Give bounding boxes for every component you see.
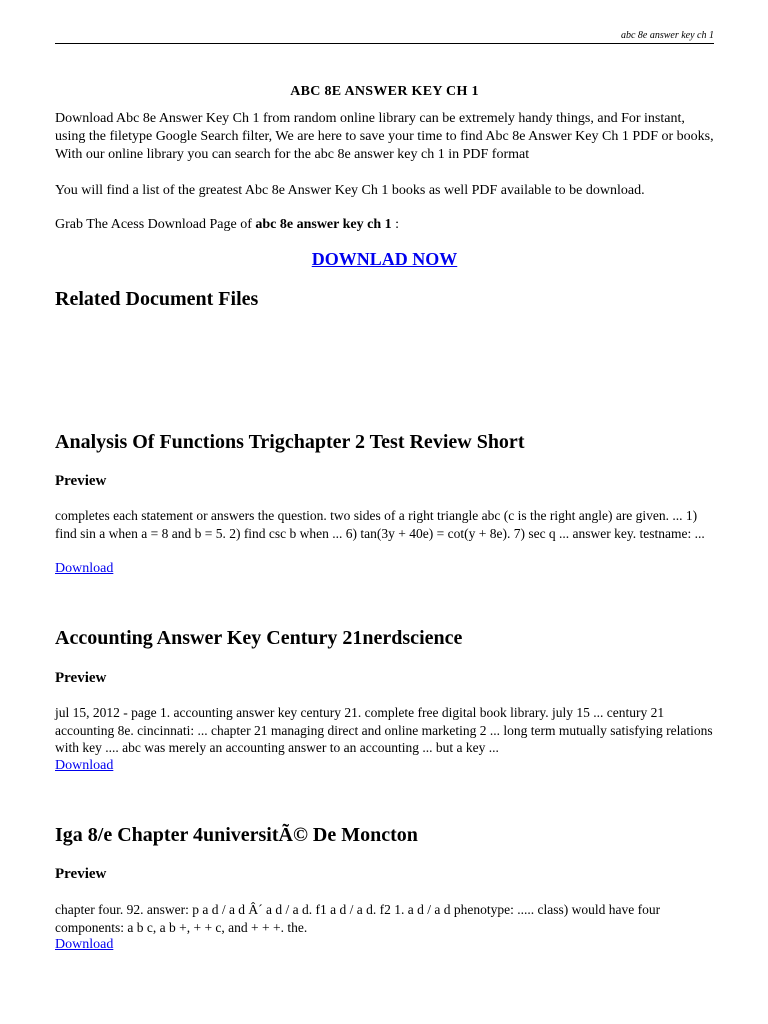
document-title: ABC 8E ANSWER KEY CH 1 [290,84,479,99]
related-item-title: Accounting Answer Key Century 21nerdscience [55,627,463,649]
download-now-link[interactable]: DOWNLAD NOW [311,249,458,269]
grab-download-line [55,216,714,234]
preview-label: Preview [55,866,107,882]
grab-prefix: Grab The Acess Download Page of [55,217,256,232]
download-link[interactable]: Download [55,937,114,952]
related-item-title: Iga 8/e Chapter 4universitÃ© De Moncton [55,824,418,846]
related-files-heading: Related Document Files [55,288,259,310]
grab-suffix: : [391,217,399,232]
preview-label: Preview [55,473,107,489]
intro-paragraph-1: Download Abc 8e Answer Key Ch 1 from random online library can be extremely handy things, and For instant, using the filetype Google Search filter, We are here to save your time to find Abc 8e Answer Key Ch 1 PDF or books, With our online library you can search for the abc 8e answer key ch 1 in PDF format [55,111,714,162]
header-divider [55,43,714,44]
preview-text: chapter four. 92. answer: p a d / a d Â´ a d / a d. f1 a d / a d. f2 1. a d / a d phenotype: ..... class) would have four components: a b c, a b +, + + c, and + + +. the. [55,902,661,935]
related-item-title: Analysis Of Functions Trigchapter 2 Test Review Short [55,431,525,453]
preview-text: completes each statement or answers the question. two sides of a right triangle abc (c is the right angle) are given. ... 1) find sin a when a = 8 and b = 5. 2) find csc b when ... 6) tan(3y + 40e) = cot(y + 8e). 7) sec q ... answer key. testname: ... [55,508,705,541]
preview-label: Preview [55,670,107,686]
running-header: abc 8e answer key ch 1 [620,30,714,41]
download-now-container [55,249,714,270]
download-link[interactable]: Download [55,758,114,773]
download-link[interactable]: Download [55,561,114,576]
intro-paragraph-2: You will find a list of the greatest Abc 8e Answer Key Ch 1 books as well PDF available to be download. [55,183,645,198]
grab-keyword: abc 8e answer key ch 1 [255,217,392,232]
preview-text: jul 15, 2012 - page 1. accounting answer key century 21. complete free digital book library. july 15 ... century 21 accounting 8e. cincinnati: ... chapter 21 managing direct and online marketing 2 ... long term mutually satisfying relations with key .... abc was merely an accounting answer to an accounting ... but a key ... [55,705,713,755]
